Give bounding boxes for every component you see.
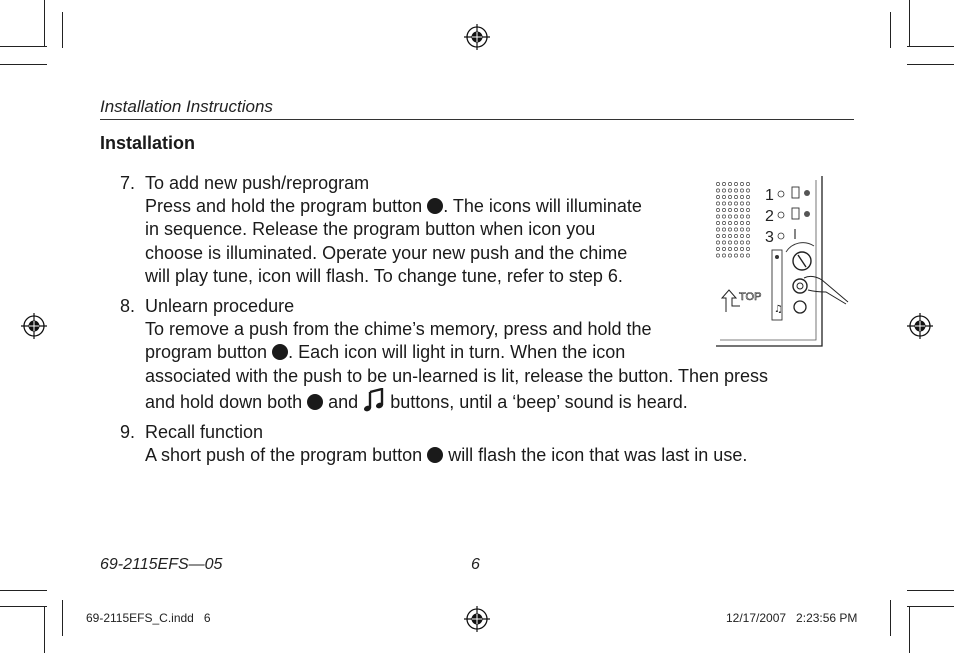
speaker-grille: [716, 182, 749, 257]
grille-hole: [716, 202, 719, 205]
grille-hole: [728, 195, 731, 198]
grille-hole: [734, 208, 737, 211]
grille-hole: [728, 241, 731, 244]
step-line: choose is illuminated. Operate your new push and the chime: [145, 242, 628, 263]
grille-hole: [728, 221, 731, 224]
top-label: TOP: [739, 291, 762, 303]
grille-hole: [716, 215, 719, 218]
crop-mark: [62, 12, 63, 48]
registration-mark-icon: [463, 23, 491, 51]
push-icon: [792, 208, 799, 219]
grille-hole: [716, 234, 719, 237]
grille-hole: [734, 195, 737, 198]
grille-hole: [722, 221, 725, 224]
program-button-icon: [427, 447, 443, 463]
grille-hole: [746, 228, 749, 231]
crop-mark: [890, 12, 891, 48]
grille-hole: [722, 241, 725, 244]
zone-number: 1: [765, 187, 774, 204]
grille-hole: [734, 215, 737, 218]
grille-hole: [722, 202, 725, 205]
grille-hole: [722, 182, 725, 185]
step-text: Press and hold the program button: [145, 196, 428, 217]
top-arrow-icon: [722, 290, 740, 312]
push-icon: [792, 187, 799, 198]
grille-hole: [728, 208, 731, 211]
grille-hole: [746, 254, 749, 257]
grille-hole: [728, 234, 731, 237]
step-line: will play tune, icon will flash. To change tune, refer to step 6.: [145, 265, 623, 286]
step-number: 9.: [120, 422, 136, 442]
crop-mark: [907, 46, 954, 47]
program-button: [793, 279, 807, 293]
step-title: Unlearn procedure: [145, 296, 295, 316]
grille-hole: [740, 247, 743, 250]
grille-hole: [746, 221, 749, 224]
crop-mark: [907, 590, 954, 591]
finger-icon: [804, 276, 848, 304]
grille-hole: [740, 189, 743, 192]
grille-hole: [722, 234, 725, 237]
grille-hole: [740, 208, 743, 211]
grille-hole: [746, 208, 749, 211]
header-rule: [100, 119, 854, 120]
grille-hole: [734, 221, 737, 224]
crop-mark: [44, 606, 45, 653]
grille-hole: [716, 247, 719, 250]
led-icon: [778, 191, 784, 197]
crop-mark: [890, 600, 891, 636]
grille-hole: [716, 195, 719, 198]
grille-hole: [716, 182, 719, 185]
registration-mark-icon: [463, 605, 491, 633]
grille-hole: [746, 241, 749, 244]
step-text: . Each icon will light in turn. When the icon: [288, 342, 626, 363]
grille-hole: [728, 215, 731, 218]
program-button-icon: [427, 198, 443, 214]
grille-hole: [716, 228, 719, 231]
grille-hole: [734, 189, 737, 192]
crop-mark: [62, 600, 63, 636]
grille-hole: [746, 234, 749, 237]
grille-hole: [716, 221, 719, 224]
grille-hole: [728, 254, 731, 257]
grille-hole: [734, 182, 737, 185]
step-number: 7.: [120, 173, 136, 193]
led-icon: [804, 211, 810, 217]
step-text: will flash the icon that was last in use.: [443, 445, 748, 466]
grille-hole: [746, 189, 749, 192]
grille-hole: [734, 241, 737, 244]
page-number: 6: [471, 556, 480, 573]
crop-mark: [0, 46, 47, 47]
step-text: . The icons will illuminate: [443, 196, 642, 217]
grille-hole: [746, 215, 749, 218]
crop-mark: [0, 64, 47, 65]
step-title: To add new push/reprogram: [145, 173, 370, 193]
grille-hole: [746, 247, 749, 250]
grille-hole: [740, 241, 743, 244]
grille-hole: [746, 195, 749, 198]
music-note-icon: ♫: [774, 304, 783, 315]
grille-hole: [740, 228, 743, 231]
step-text: A short push of the program button: [145, 445, 428, 466]
doc-id: 69-2115EFS—05: [100, 556, 223, 573]
crop-mark: [909, 0, 910, 47]
step-text: and hold down both: [145, 391, 308, 412]
led-icon: [804, 190, 810, 196]
grille-hole: [722, 189, 725, 192]
grille-hole: [734, 254, 737, 257]
zone-number: 3: [765, 229, 774, 246]
grille-hole: [746, 202, 749, 205]
grille-hole: [722, 247, 725, 250]
step-line: [145, 444, 747, 467]
grille-hole: [722, 228, 725, 231]
crop-mark: [907, 606, 954, 607]
step-line: [145, 195, 642, 218]
step-title: Recall function: [145, 422, 264, 442]
slug-timestamp: 12/17/2007 2:23:56 PM: [726, 611, 858, 625]
step-number: 8.: [120, 296, 136, 316]
chime-illustration: [712, 174, 852, 350]
led-icon: [778, 233, 784, 239]
step-text: program button: [145, 342, 273, 363]
grille-hole: [734, 247, 737, 250]
crop-mark: [0, 606, 47, 607]
grille-hole: [740, 215, 743, 218]
running-header: Installation Instructions: [100, 97, 273, 116]
grille-hole: [740, 202, 743, 205]
slug-file: 69-2115EFS_C.indd 6: [86, 611, 211, 625]
step-line: in sequence. Release the program button when icon you: [145, 219, 596, 240]
grille-hole: [722, 208, 725, 211]
grille-hole: [740, 195, 743, 198]
grille-hole: [728, 182, 731, 185]
led-icon: [778, 212, 784, 218]
program-button-icon: [272, 344, 288, 360]
step-line: [145, 388, 768, 414]
grille-hole: [728, 202, 731, 205]
grille-hole: [728, 247, 731, 250]
step-text: buttons, until a ‘beep’ sound is heard.: [385, 391, 688, 412]
step-line: To remove a push from the chime’s memory, press and hold the: [145, 319, 652, 340]
grille-hole: [728, 189, 731, 192]
grille-hole: [716, 241, 719, 244]
crop-mark: [0, 590, 47, 591]
zone-number: 2: [765, 208, 774, 225]
section-title: Installation: [100, 133, 196, 153]
registration-mark-icon: [20, 312, 48, 340]
grille-hole: [722, 215, 725, 218]
program-button-icon: [307, 394, 323, 410]
step-text: and: [323, 391, 364, 412]
grille-hole: [722, 254, 725, 257]
grille-hole: [716, 189, 719, 192]
grille-hole: [746, 182, 749, 185]
music-note-icon: [363, 388, 385, 412]
grille-hole: [740, 254, 743, 257]
crop-mark: [44, 0, 45, 47]
registration-mark-icon: [906, 312, 934, 340]
grille-hole: [728, 228, 731, 231]
tune-button: [794, 301, 806, 313]
grille-hole: [722, 195, 725, 198]
grille-hole: [734, 202, 737, 205]
grille-hole: [740, 234, 743, 237]
grille-hole: [734, 228, 737, 231]
grille-hole: [740, 221, 743, 224]
crop-mark: [907, 64, 954, 65]
step-line: associated with the push to be un-learned is lit, release the button. Then press: [145, 365, 769, 386]
grille-hole: [740, 182, 743, 185]
crop-mark: [909, 606, 910, 653]
grille-hole: [716, 208, 719, 211]
grille-hole: [734, 234, 737, 237]
grille-hole: [716, 254, 719, 257]
step-line: [145, 341, 768, 364]
